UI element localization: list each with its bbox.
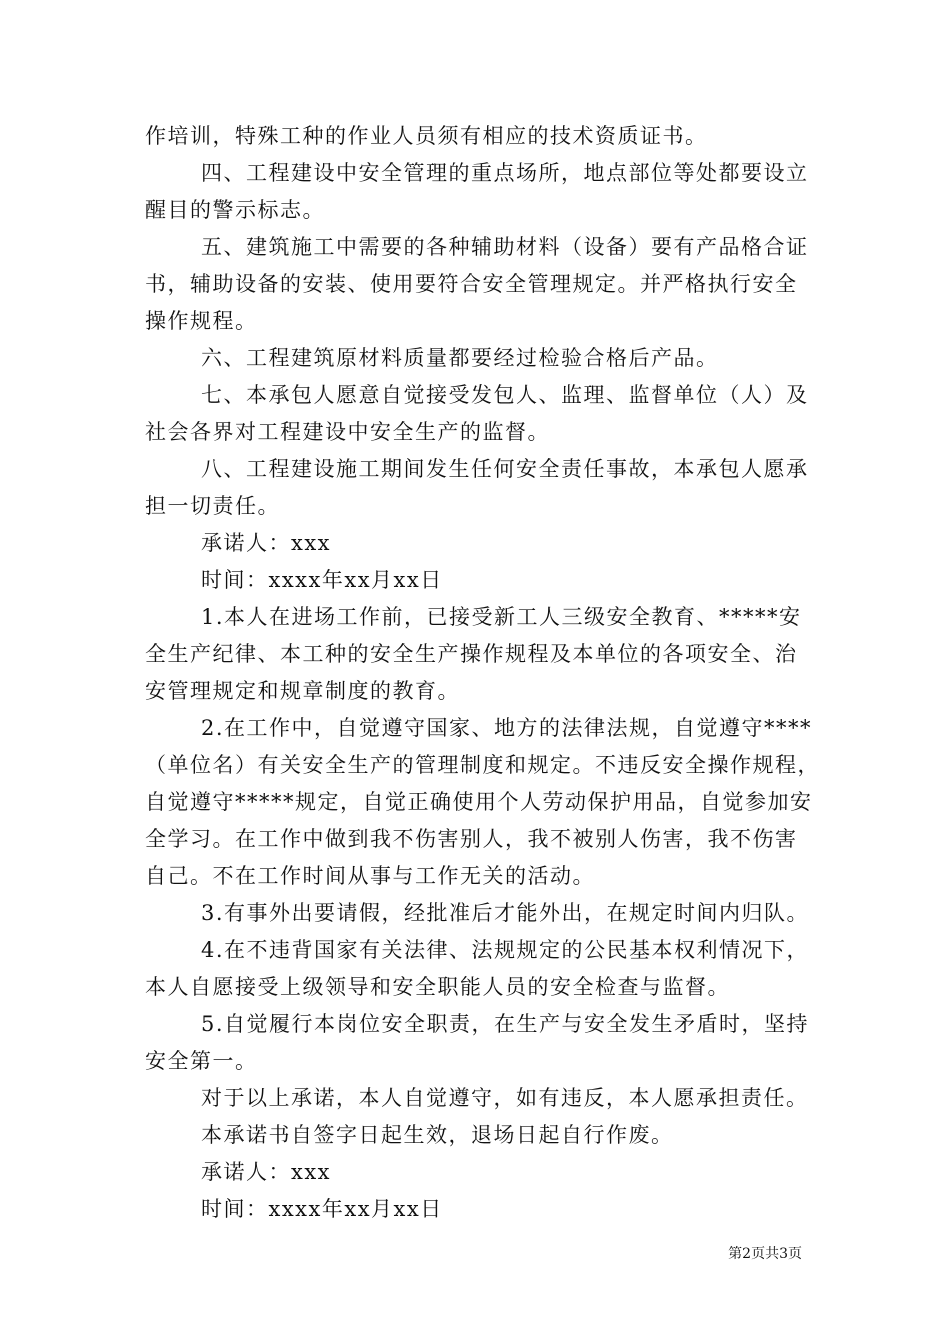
text-line: 五、建筑施工中需要的各种辅助材料（设备）要有产品格合证 xyxy=(201,235,809,259)
text-line: 安全第一。 xyxy=(145,1049,258,1073)
text-line: 本承诺书自签字日起生效，退场日起自行作废。 xyxy=(201,1123,674,1147)
signatory-line: 承诺人：xxx xyxy=(201,1160,332,1184)
text-line: 全生产纪律、本工种的安全生产操作规程及本单位的各项安全、治 xyxy=(145,642,798,666)
text-line: 作培训，特殊工种的作业人员须有相应的技术资质证书。 xyxy=(145,124,708,148)
text-line: 担一切责任。 xyxy=(145,494,280,518)
text-line: 全学习。在工作中做到我不伤害别人，我不被别人伤害，我不伤害 xyxy=(145,827,798,851)
text-line: 四、工程建设中安全管理的重点场所，地点部位等处都要设立 xyxy=(201,161,809,185)
date-line: 时间：xxxx年xx月xx日 xyxy=(201,1197,443,1221)
signatory-line: 承诺人：xxx xyxy=(201,531,332,555)
text-line: 社会各界对工程建设中安全生产的监督。 xyxy=(145,420,550,444)
text-line: 3.有事外出要请假，经批准后才能外出，在规定时间内归队。 xyxy=(201,901,810,925)
text-line: 操作规程。 xyxy=(145,309,258,333)
text-line: 本人自愿接受上级领导和安全职能人员的安全检查与监督。 xyxy=(145,975,730,999)
text-line: 2.在工作中，自觉遵守国家、地方的法律法规，自觉遵守**** xyxy=(201,716,813,740)
text-line: 1.本人在进场工作前，已接受新工人三级安全教育、*****安 xyxy=(201,605,802,629)
text-line: 5.自觉履行本岗位安全职责，在生产与安全发生矛盾时，坚持 xyxy=(201,1012,810,1036)
text-line: 七、本承包人愿意自觉接受发包人、监理、监督单位（人）及 xyxy=(201,383,809,407)
page-number-footer: 第2页共3页 xyxy=(728,1246,802,1262)
date-line: 时间：xxxx年xx月xx日 xyxy=(201,568,443,592)
text-line: 对于以上承诺，本人自觉遵守，如有违反，本人愿承担责任。 xyxy=(201,1086,809,1110)
text-line: （单位名）有关安全生产的管理制度和规定。不违反安全操作规程， xyxy=(145,753,820,777)
text-line: 六、工程建筑原材料质量都要经过检验合格后产品。 xyxy=(201,346,719,370)
text-line: 醒目的警示标志。 xyxy=(145,198,325,222)
text-line: 八、工程建设施工期间发生任何安全责任事故，本承包人愿承 xyxy=(201,457,809,481)
text-line: 安管理规定和规章制度的教育。 xyxy=(145,679,460,703)
text-line: 自觉遵守*****规定，自觉正确使用个人劳动保护用品，自觉参加安 xyxy=(145,790,813,814)
text-line: 自己。不在工作时间从事与工作无关的活动。 xyxy=(145,864,595,888)
text-line: 4.在不违背国家有关法律、法规规定的公民基本权利情况下， xyxy=(201,938,810,962)
text-line: 书，辅助设备的安装、使用要符合安全管理规定。并严格执行安全 xyxy=(145,272,798,296)
